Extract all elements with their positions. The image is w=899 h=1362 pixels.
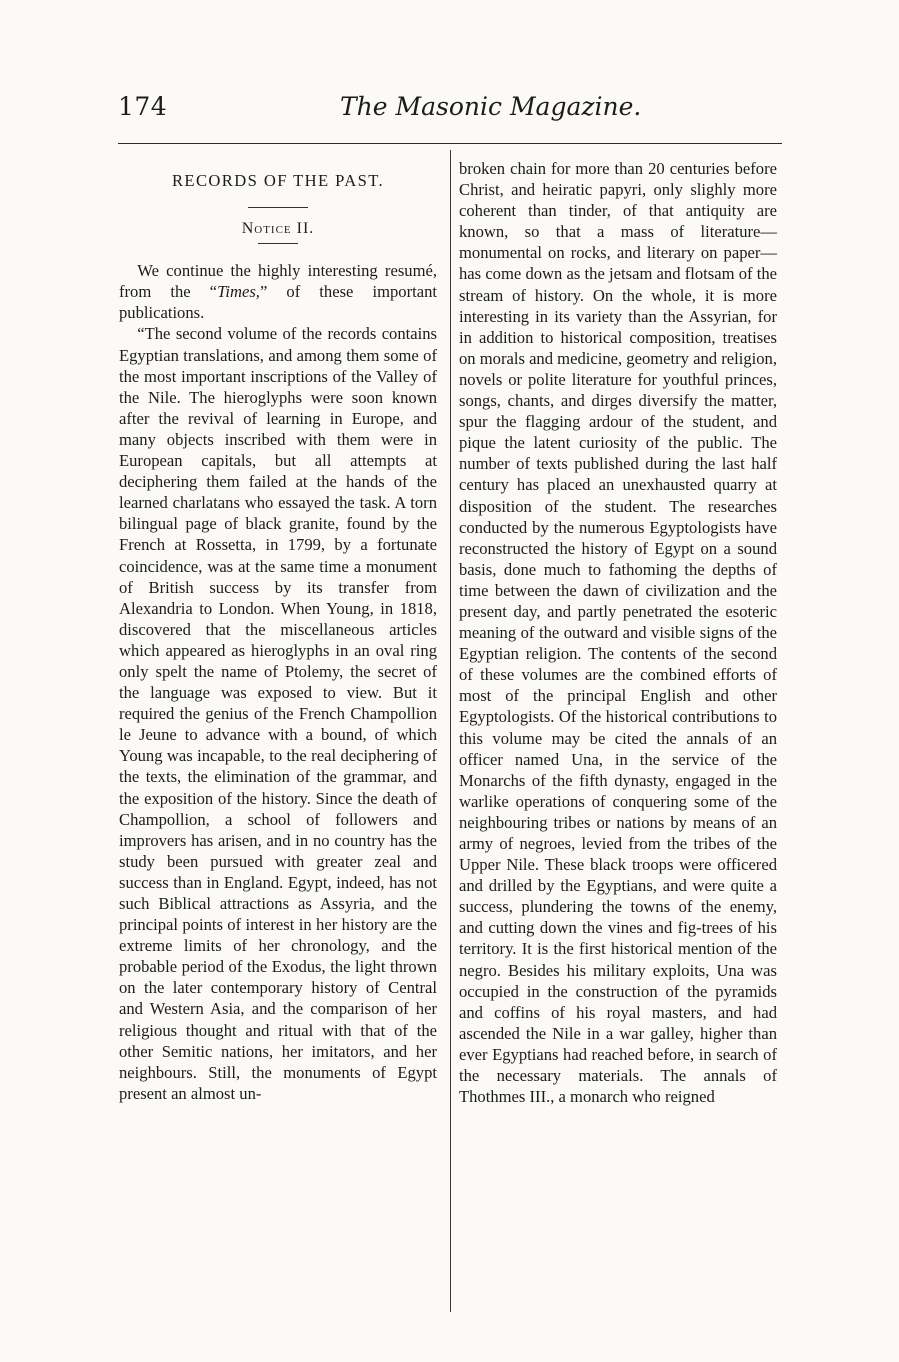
- paragraph-intro: [119, 260, 437, 323]
- times-title: Times,: [217, 282, 260, 302]
- article-body-left: [119, 260, 437, 1104]
- article-body-right: [459, 158, 777, 1107]
- notice-rule: [258, 243, 298, 244]
- paragraph-quote: “The second volume of the records contains Egyptian translations, and among them some of the most important inscriptions of the Valley of the Nile. The hieroglyphs were soon known after the revival of learning in Europe, and many objects inscribed with them were in European capitals, but all attempts at deciphering them failed at the hands of the learned charlatans who essayed the task. A torn bilingual page of black granite, found by the French at Rossetta, in 1799, by a fortunate coincidence, was at the same time a monument of British success by its transfer from Alexandria to London. When Young, in 1818, discovered that the miscellaneous articles which appeared as hieroglyphs in an oval ring only spelt the name of Ptolemy, the secret of the language was exposed to view. But it required the genius of the French Champollion le Jeune to advance with a bound, of which Young was incapable, to the real deciphering of the texts, the elimination of the grammar, and the exposition of the history. Since the death of Champollion, a school of followers and improvers has arisen, and in no country has the study been pursued with greater zeal and success than in England. Egypt, indeed, has not such Biblical attractions as Assyria, and the principal points of interest in her history are the extreme limits of her chronology, and the probable period of the Exodus, the light thrown on the later contemporary history of Central and Western Asia, and the comparison of her religious thought and ritual with that of the other Semitic nations, her imitators, and her neighbours. Still, the monuments of Egypt present an almost un-: [119, 324, 437, 1103]
- intro-text-start: We continue the highly interesting resumé, from the “: [119, 261, 437, 302]
- header-rule: [118, 143, 782, 144]
- title-rule: [248, 207, 308, 208]
- page-number: 174: [118, 92, 168, 121]
- article-title: RECORDS OF THE PAST.: [171, 171, 385, 190]
- notice-heading: Notice II.: [241, 220, 315, 238]
- running-head: The Masonic Magazine.: [340, 92, 642, 121]
- right-column: [459, 158, 777, 1107]
- column-divider: [450, 150, 451, 1312]
- paragraph-quote-continued: broken chain for more than 20 centuries before Christ, and heiratic papyri, only slighly more coherent than tinder, of that antiquity are known, so that a mass of literature—monumental on rocks, and literary on paper—has come down as the jetsam and flotsam of the stream of history. On the whole, it is more interesting in its variety than the Assyrian, for in addition to historical composition, treatises on morals and medicine, geometry and religion, novels or polite literature for youthful princes, songs, chants, and dirges diversify the matter, spur the flagging ardour of the student, and pique the latent curiosity of the public. The number of texts published during the last half century has placed an unexhausted quarry at disposition of the student. The researches conducted by the numerous Egyptologists have reconstructed the history of Egypt on a sound basis, done much to fathoming the depths of time between the dawn of civilization and the present day, and partly penetrated the esoteric meaning of the outward and visible signs of the Egyptian religion. The contents of the second of these volumes are the combined efforts of most of the principal English and other Egyptologists. Of the historical contributions to this volume may be cited the annals of an officer named Una, in the service of the Monarchs of the fifth dynasty, engaged in the warlike operations of conquering some of the neighbouring tribes or nations by means of an army of negroes, levied from the tribes of the Upper Nile. These black troops were officered and drilled by the Egyptians, and were quite a success, plundering the towns of the enemy, and cutting down the vines and fig-trees of his territory. It is the first historical mention of the negro. Besides his military exploits, Una was occupied in the construction of the pyramids and coffins of his royal masters, and had ascended the Nile in a war galley, higher than ever Egyptians had reached before, in search of the necessary materials. The annals of Thothmes III., a monarch who reigned: [459, 159, 777, 1107]
- intro-text-end: ” of these important publications.: [119, 282, 437, 323]
- left-column: [119, 158, 437, 1104]
